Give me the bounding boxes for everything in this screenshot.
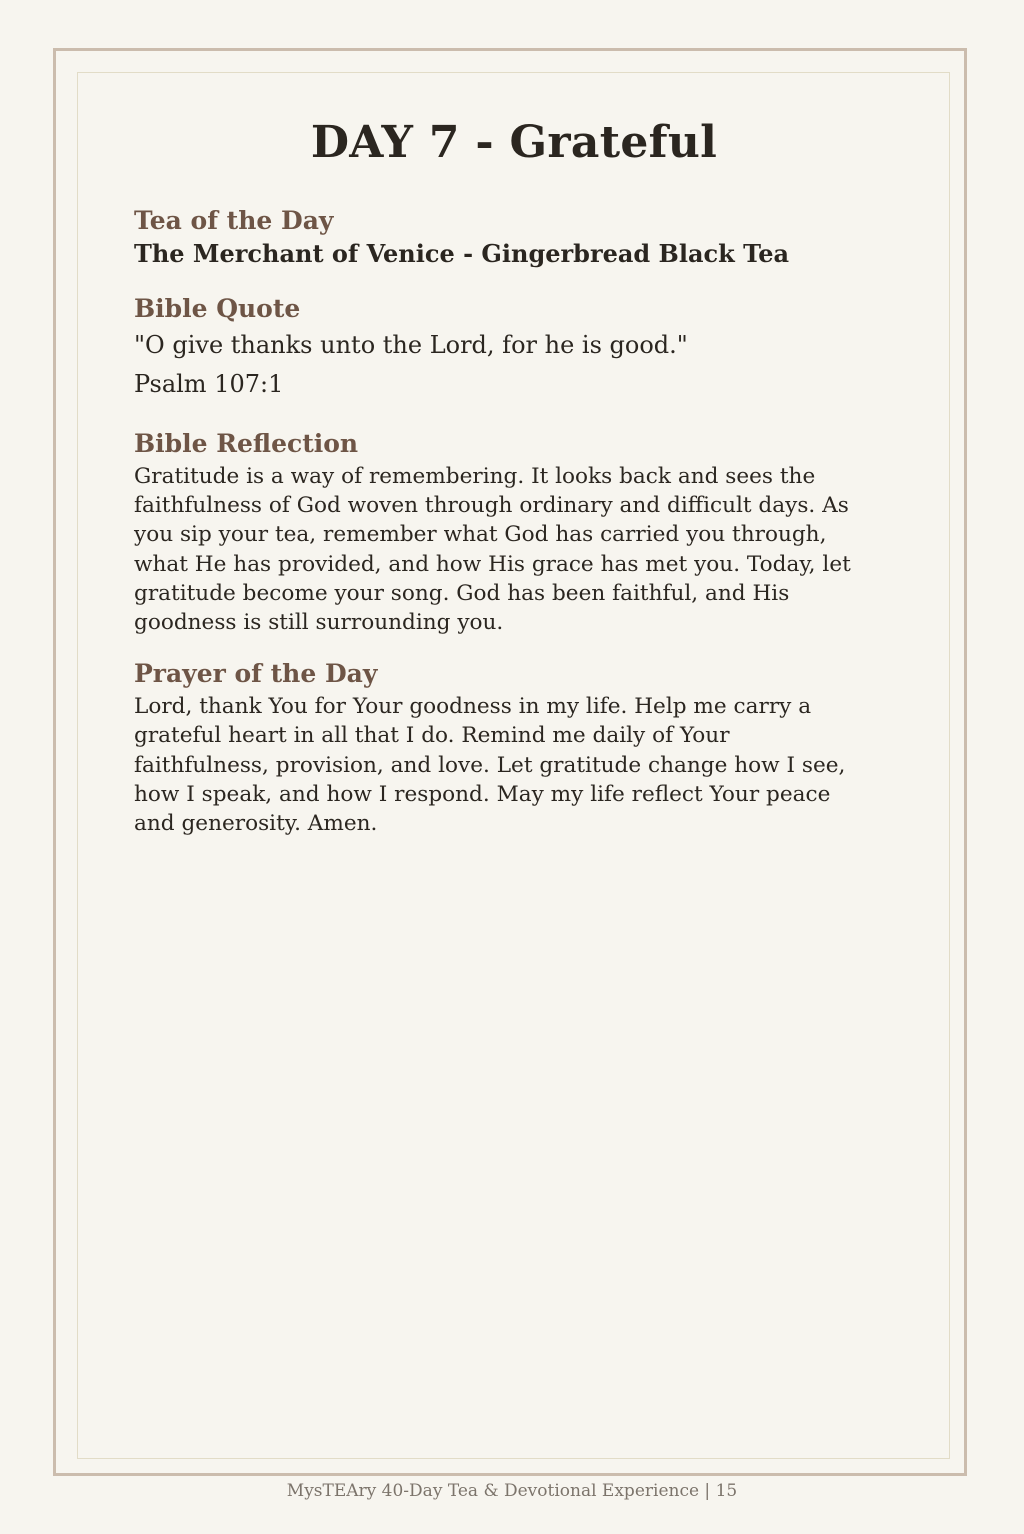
bible-quote-reference: Psalm 107:1 <box>134 370 284 398</box>
page-footer: MysTEAry 40-Day Tea & Devotional Experience | 15 <box>286 1481 738 1501</box>
tea-heading: Tea of the Day <box>134 206 334 235</box>
reflection-line: goodness is still surrounding you. <box>134 610 504 636</box>
reflection-line: gratitude become your song. God has been faithful, and His <box>134 580 790 606</box>
prayer-line: how I speak, and how I respond. May my life reflect Your peace <box>134 781 831 807</box>
prayer-line: Lord, thank You for Your goodness in my life. Help me carry a <box>134 694 812 720</box>
reflection-line: faithfulness of God woven through ordinary and difficult days. As <box>134 493 849 519</box>
prayer-text <box>134 692 894 838</box>
prayer-line: grateful heart in all that I do. Remind me daily of Your <box>134 723 730 749</box>
reflection-line: Gratitude is a way of remembering. It looks back and sees the <box>134 464 816 489</box>
tea-section <box>134 205 894 271</box>
prayer-section <box>134 658 894 838</box>
reflection-line: what He has provided, and how His grace has met you. Today, let <box>134 551 851 577</box>
reflection-line: you sip your tea, remember what God has carried you through, <box>134 522 827 548</box>
bible-reflection-heading: Bible Reflection <box>134 429 359 458</box>
devotional-content <box>134 112 894 838</box>
bible-quote-heading: Bible Quote <box>134 294 301 323</box>
bible-reflection-text <box>134 462 894 637</box>
prayer-line: and generosity. Amen. <box>134 811 378 837</box>
bible-quote-section <box>134 293 894 402</box>
prayer-line: faithfulness, provision, and love. Let gratitude change how I see, <box>134 752 846 778</box>
tea-name: The Merchant of Venice - Gingerbread Black Tea <box>134 239 790 268</box>
bible-quote-text: "O give thanks unto the Lord, for he is good." <box>134 331 688 359</box>
bible-reflection-section <box>134 428 894 637</box>
prayer-heading: Prayer of the Day <box>134 659 378 689</box>
page-title: DAY 7 - Grateful <box>310 117 718 168</box>
